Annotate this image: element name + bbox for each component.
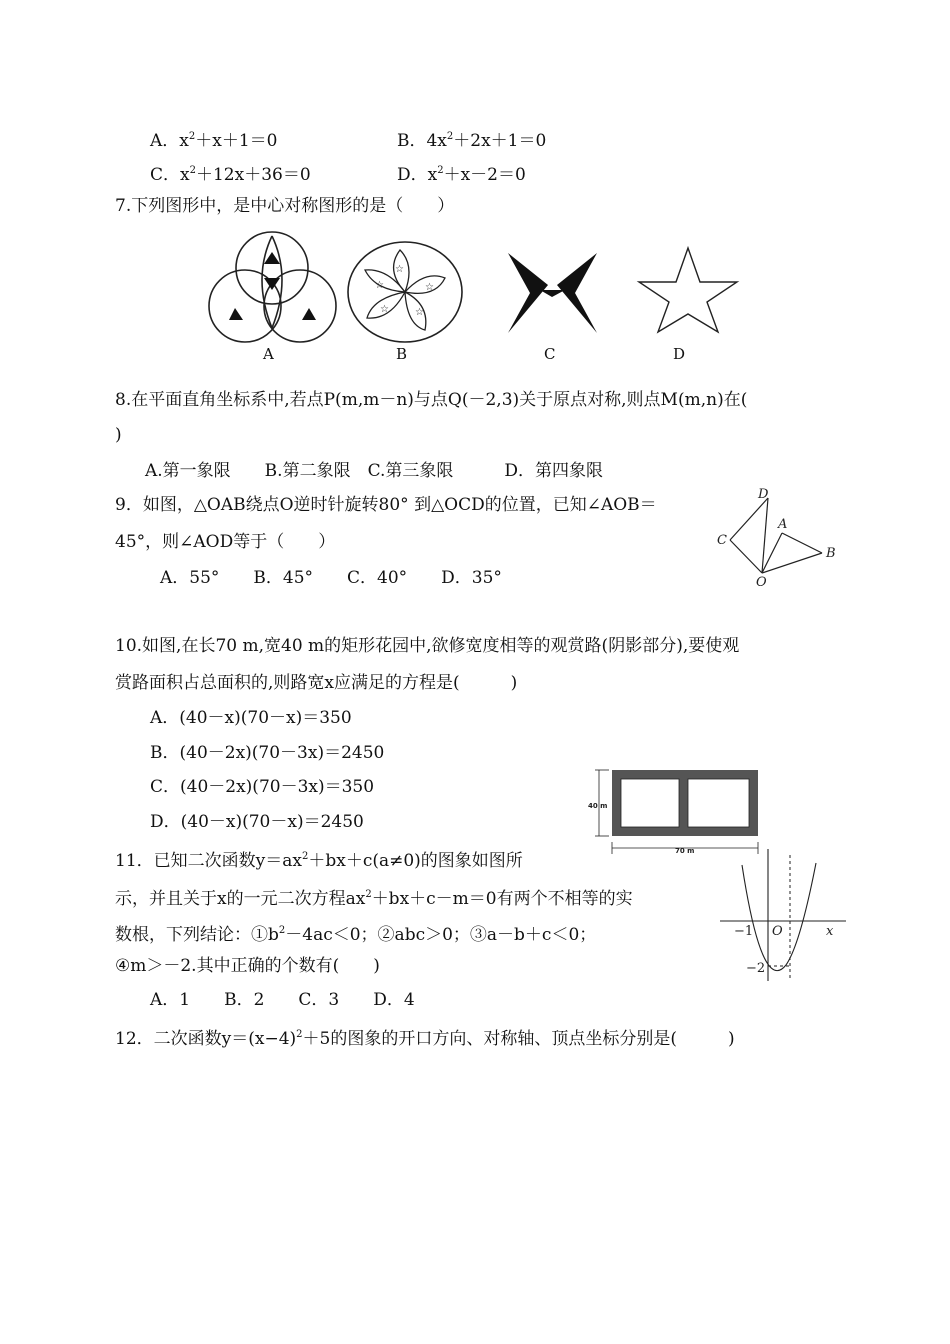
q7-label-d: D bbox=[673, 345, 686, 363]
q11-label-neg1: −1 bbox=[734, 924, 754, 939]
q11-label-x: x bbox=[826, 924, 834, 939]
q10-option-b: B．(40－2x)(70－3x)＝2450 bbox=[150, 743, 385, 763]
q10-fig-height: 40 m bbox=[588, 802, 608, 810]
svg-text:☆: ☆ bbox=[375, 280, 384, 291]
svg-text:☆: ☆ bbox=[425, 282, 434, 293]
q9-label-b: B bbox=[826, 546, 836, 561]
q6-option-a: A．$x^2+x+1=0$ bbox=[150, 131, 278, 151]
svg-text:☆: ☆ bbox=[380, 304, 389, 315]
q7-label-b: B bbox=[396, 345, 408, 363]
q11-line2: 示，并且关于x的一元二次方程$ax^2+bx+c-m=0$有两个不相等的实 bbox=[115, 889, 633, 909]
q9-label-d: D bbox=[758, 487, 769, 502]
q6-option-b: B．$4x^2+2x+1=0$ bbox=[397, 131, 547, 151]
q8-options: A.第一象限 B.第二象限 C.第三象限 D．第四象限 bbox=[145, 461, 604, 481]
q7-figure-b bbox=[345, 240, 465, 344]
q7-label-c: C bbox=[544, 345, 556, 363]
q10-option-c: C．(40－2x)(70－3x)＝350 bbox=[150, 777, 375, 797]
q9-figure bbox=[712, 488, 847, 588]
q11-options: A．1 B．2 C．3 D．4 bbox=[150, 990, 415, 1010]
q12-stem: 12．二次函数$y=(x-4)^2+5$的图象的开口方向、对称轴、顶点坐标分别是( ) bbox=[115, 1029, 735, 1049]
q7-label-a: A bbox=[263, 345, 274, 363]
q10-line2: 赏路面积占总面积的,则路宽x应满足的方程是( ) bbox=[115, 673, 518, 693]
q10-option-d: D．(40－x)(70－x)＝2450 bbox=[150, 812, 364, 832]
svg-text:☆: ☆ bbox=[415, 307, 424, 318]
q11-label-origin: O bbox=[772, 924, 783, 939]
q11-figure bbox=[716, 845, 856, 985]
q9-label-o: O bbox=[756, 575, 767, 590]
q11-line4: ④m＞－2.其中正确的个数有( ) bbox=[115, 956, 380, 976]
q7-figure-a bbox=[200, 228, 345, 343]
q10-option-a: A．(40－x)(70－x)＝350 bbox=[150, 708, 352, 728]
q7-figure-c bbox=[500, 245, 605, 335]
q6-option-d: D．$x^2+x-2=0$ bbox=[397, 165, 526, 185]
svg-text:☆: ☆ bbox=[395, 264, 404, 275]
q10-fig-width: 70 m bbox=[675, 847, 695, 855]
q7-stem: 7.下列图形中，是中心对称图形的是（ ） bbox=[115, 196, 455, 216]
q9-label-a: A bbox=[778, 517, 788, 532]
q11-line1: 11．已知二次函数$y=ax^2+bx+c(a\ne 0)$的图象如图所 bbox=[115, 851, 523, 871]
q9-line2: 45°，则∠AOD等于（ ） bbox=[115, 532, 336, 552]
q9-label-c: C bbox=[717, 533, 727, 548]
q9-line1: 9．如图，△OAB绕点O逆时针旋转80° 到△OCD的位置，已知∠AOB＝ bbox=[115, 495, 657, 515]
q10-line1: 10.如图,在长70 m,宽40 m的矩形花园中,欲修宽度相等的观赏路(阴影部分),要使观 bbox=[115, 636, 740, 656]
q11-line3: 数根，下列结论：$①b^2-4ac<0$；②abc＞0；③a－b＋c＜0； bbox=[115, 925, 597, 945]
q11-label-neg2: −2 bbox=[746, 961, 766, 976]
q8-line2: ) bbox=[115, 425, 122, 445]
q8-line1: 8.在平面直角坐标系中,若点P(m,m－n)与点Q(－2,3)关于原点对称,则点M(m,n)在( bbox=[115, 390, 748, 410]
q9-options: A．55° B．45° C．40° D．35° bbox=[160, 568, 502, 588]
q7-figure-d bbox=[633, 244, 743, 334]
q6-option-c: C．$x^2+12x+36=0$ bbox=[150, 165, 311, 185]
